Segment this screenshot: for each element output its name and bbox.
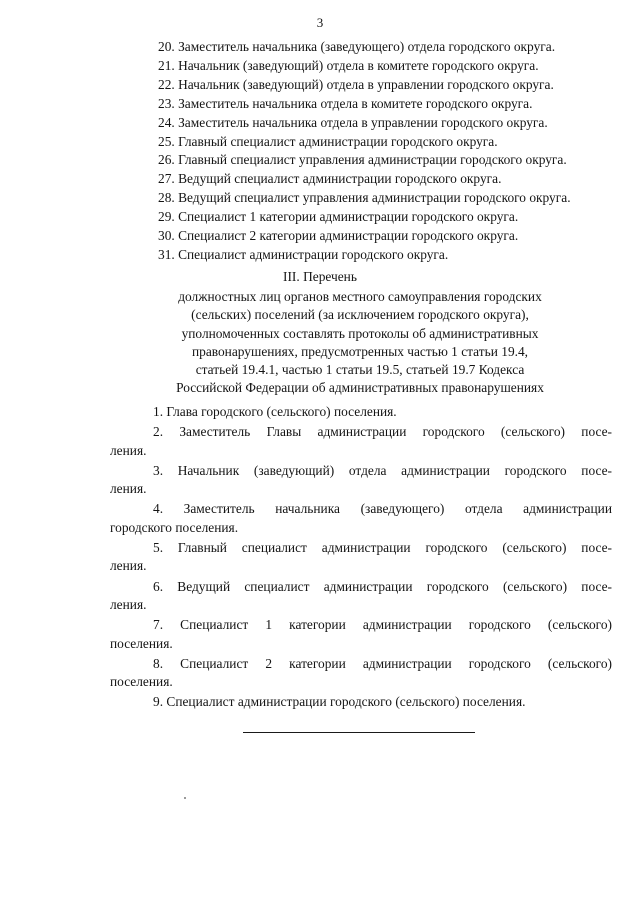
list-item-continuation: ления. xyxy=(110,596,147,612)
list-item-continuation: поселения. xyxy=(110,674,173,690)
list-item xyxy=(110,500,612,537)
list-item: 27. Ведущий специалист администрации городского округа. xyxy=(158,171,502,187)
list-item xyxy=(110,616,612,653)
list-item-text: 7. Специалист 1 категории администрации городского (сельского) xyxy=(153,617,612,633)
section-title-line: должностных лиц органов местного самоуправления городских xyxy=(178,289,542,304)
list-item xyxy=(110,578,612,615)
list-item-text: 2. Заместитель Главы администрации городского (сельского) посе- xyxy=(153,424,612,440)
section-title-line: уполномоченных составлять протоколы об административных xyxy=(181,325,539,341)
section-heading: III. Перечень xyxy=(283,269,357,284)
list-item: 29. Специалист 1 категории администрации городского округа. xyxy=(158,209,519,225)
section-title-line: Российской Федерации об административных правонарушениях xyxy=(176,380,544,396)
section-title-line: статьей 19.4.1, частью 1 статьи 19.5, статьей 19.7 Кодекса xyxy=(195,362,525,378)
list-item-continuation: городского поселения. xyxy=(110,519,239,535)
list-item-continuation: ления. xyxy=(110,558,147,574)
closing-rule-line xyxy=(243,732,475,733)
list-item-text: 9. Специалист администрации городского (сельского) поселения. xyxy=(153,694,526,710)
positions-list-settlements xyxy=(110,403,612,714)
page-number: 3 xyxy=(316,15,324,30)
list-item-text: 5. Главный специалист администрации городского (сельского) посе- xyxy=(153,540,612,556)
list-item xyxy=(110,539,612,576)
section-title xyxy=(100,288,620,398)
positions-list-continued xyxy=(158,38,628,265)
list-item xyxy=(110,693,612,711)
list-item: 31. Специалист администрации городского округа. xyxy=(158,246,449,262)
list-item xyxy=(110,403,612,421)
list-item-text: 8. Специалист 2 категории администрации городского (сельского) xyxy=(153,655,612,671)
list-item: 21. Начальник (заведующий) отдела в комитете городского округа. xyxy=(158,57,539,73)
list-item-text: 6. Ведущий специалист администрации городского (сельского) посе- xyxy=(153,578,612,594)
list-item xyxy=(110,462,612,499)
list-item xyxy=(110,655,612,692)
list-item-continuation: поселения. xyxy=(110,635,173,651)
list-item: 23. Заместитель начальника отдела в комитете городского округа. xyxy=(158,95,533,111)
list-item: 30. Специалист 2 категории администрации городского округа. xyxy=(158,228,519,244)
section-title-line: правонарушениях, предусмотренных частью 1 статьи 19.4, xyxy=(191,343,529,359)
scan-speck xyxy=(184,797,186,799)
list-item-text: 3. Начальник (заведующий) отдела администрации городского посе- xyxy=(153,462,612,478)
list-item-text: 1. Глава городского (сельского) поселения. xyxy=(153,404,397,419)
list-item: 26. Главный специалист управления администрации городского округа. xyxy=(158,152,567,168)
section-title-line: (сельских) поселений (за исключением городского округа), xyxy=(191,307,529,323)
list-item-text: 4. Заместитель начальника (заведующего) отдела администрации xyxy=(153,501,612,517)
list-item: 20. Заместитель начальника (заведующего) отдела городского округа. xyxy=(158,39,556,54)
list-item: 25. Главный специалист администрации городского округа. xyxy=(158,133,498,149)
list-item-continuation: ления. xyxy=(110,442,147,458)
list-item: 22. Начальник (заведующий) отдела в управлении городского округа. xyxy=(158,76,554,92)
list-item xyxy=(110,423,612,460)
list-item: 28. Ведущий специалист управления администрации городского округа. xyxy=(158,190,571,206)
list-item: 24. Заместитель начальника отдела в управлении городского округа. xyxy=(158,114,548,130)
list-item-continuation: ления. xyxy=(110,481,147,497)
